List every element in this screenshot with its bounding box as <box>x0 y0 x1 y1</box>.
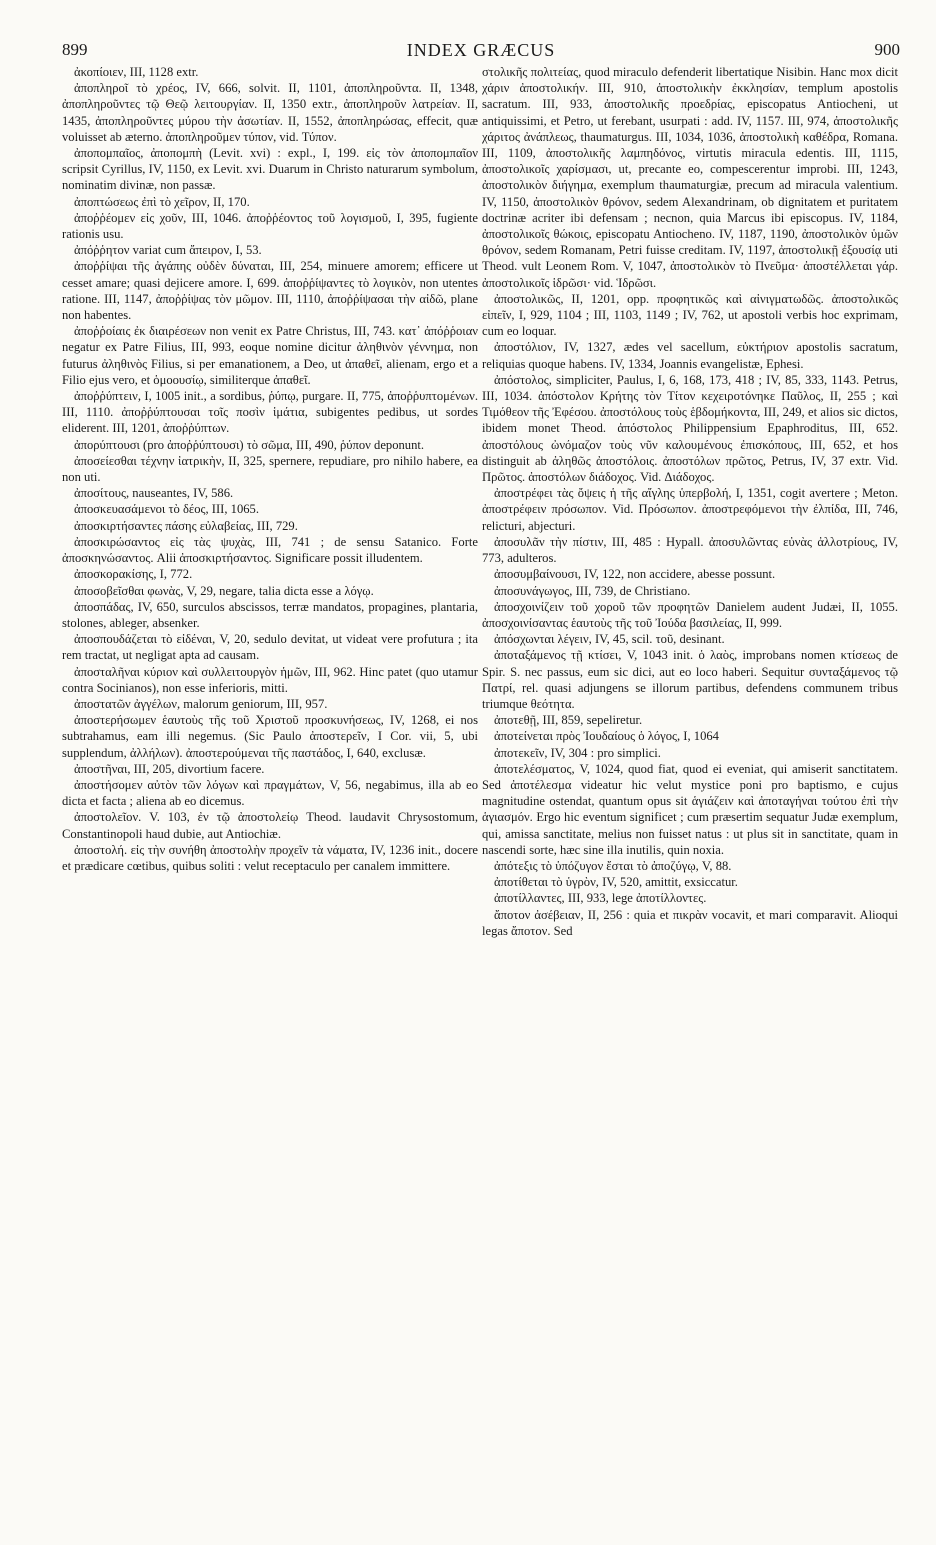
left-column <box>62 64 478 1534</box>
page-header <box>62 40 900 64</box>
index-entry: ἀποῤῥέομεν εἰς χοῦν, III, 1046. ἀποῤῥέοντος τοῦ λογισμοῦ, I, 395, fugiente rationis usu. <box>62 210 478 242</box>
index-entry: ἀποσταλῆναι κύριον καὶ συλλειτουργὸν ἡμῶν, III, 962. Hinc patet (quo utamur contra Socinianos), non esse inferioris, mitti. <box>62 664 478 695</box>
index-entry: ἀποσκιρώσαντος εἰς τὰς ψυχὰς, III, 741 ; de sensu Satanico. Forte ἀποσκηνώσαντος. Alii ἀποσκιρτήσαντος. Significare possit illudentem. <box>62 534 478 566</box>
index-entry: ἀποστρέφει τὰς ὄψεις ἡ τῆς αἴγλης ὑπερβολή, I, 1351, cogit avertere ; Meton. ἀποστρέφειν πρόσωπον. Vid. Πρόσωπον. ἀποστρεφόμενοι τὴν ἐλπίδα, III, 746, relicturi, abjecturi. <box>482 486 898 533</box>
index-entry: ἀποσπουδάζεται τὸ εἰδέναι, V, 20, sedulo devitat, ut videat vere profutura ; ita rem tractat, ut negligat apta ad causam. <box>62 632 478 663</box>
index-entry: ἀποσκευασάμενοι τὸ δέος, III, 1065. <box>74 502 259 517</box>
index-entry: ἀποστόλιον, IV, 1327, ædes vel sacellum, εὐκτήριον apostolis sacratum, reliquias quoque habens. IV, 1334, Joannis evangelistæ, Ephesi. <box>482 340 898 371</box>
index-entry: ἀπόῤῥητον variat cum ἄπειρον, I, 53. <box>74 243 262 258</box>
index-entry: ἀποστολεῖον. V. 103, ἐν τῷ ἀποστολείῳ Theod. laudavit Chrysostomum, Constantinopoli haud dubie, aut Antiochiæ. <box>62 810 478 841</box>
index-entry: ἀποτελέσματος, V, 1024, quod fiat, quod ei eveniat, qui amiserit sanctitatem. Sed ἀποτέλεσμα videatur hic velut mystice poni pro baptismo, e cujus magnitudine ostendat, quantum opus sit ἁγιάζειν καὶ ἀποταγήναι τούτου ἐπὶ τὴν ἁγιασμόν. Ergo hic eventum significet ; cum præsertim sequatur Judæ exemplum, qui, amissa sanctitate, melius non fuisset natus : ut plus sit in sanctitate, quam in nascendi sorte, hæc sine illa inutilis, quin noxia. <box>482 761 898 857</box>
index-entry: ἀποπομπαῖος, ἀποπομπὴ (Levit. xvi) : expl., I, 199. εἰς τὸν ἀποπομπαῖον scripsit Cyrillus, IV, 1150, ex Levit. xvi. Duarum in Christo naturarum symbolum, nominatim divinæ, non passæ. <box>62 146 478 193</box>
index-entry: ἀπόσχωνται λέγειν, IV, 45, scil. τοῦ, desinant. <box>494 632 725 647</box>
index-entry: ἀποσκιρτήσαντες πάσης εὐλαβείας, III, 729. <box>74 518 298 533</box>
index-entry: ἀποστήσομεν αὐτὸν τῶν λόγων καὶ πραγμάτων, V, 56, negabimus, illa ab eo dicta et facta ; aliena ab eo dicemus. <box>62 777 478 809</box>
index-entry: ἀποτεκεῖν, IV, 304 : pro simplici. <box>494 745 661 760</box>
index-entry: ἀποτεθῇ, III, 859, sepeliretur. <box>494 713 643 728</box>
index-entry: ἀπορύπτουσι (pro ἀποῤῥύπτουσι) τὸ σῶμα, III, 490, ῥύπον deponunt. <box>74 437 425 452</box>
index-entry: ἀποσυλᾶν τὴν πίστιν, III, 485 : Hypall. ἀποσυλῶντας εὐνὰς ἀλλοτρίους, IV, 773, adulteros. <box>482 534 898 566</box>
index-entry: ἀποστολή. εἰς τὴν συνήθη ἀποστολὴν προχεῖν τὰ νάματα, IV, 1236 init., docere et prædicare cœtibus, quibus soliti : velut receptaculo per canalem immittere. <box>62 842 478 873</box>
index-entry: ἀποταξάμενος τῇ κτίσει, V, 1043 init. ὁ λαὸς, improbans nomen κτίσεως de Spir. S. nec passus, eum sic dici, aut eo loco haberi. Sequitur συνταξάμενος τῷ Πατρί, rel. quasi adjungens se illorum partibus, defendens communem tribus triumque θεότητα. <box>482 648 898 711</box>
index-entry: ἀποῤῥοίαις ἐκ διαιρέσεων non venit ex Patre Christus, III, 743. κατ᾽ ἀπόῤῥοιαν negatur ex Patre Filius, III, 993, eoque nomine dicitur ἀληθινὸν γέννημα, non futurus ἀληθινὸς Filius, si per emanationem, a Deo, ut ἀπαθεῖ, alienam, ergo et a Filio ejus vero, et ὁμοουσίῳ, similiterque ἀπαθεῖ. <box>62 324 478 387</box>
index-entry: ἀποστατῶν ἀγγέλων, malorum geniorum, III, 957. <box>74 696 328 711</box>
index-entry: ἀποσίτους, nauseantes, IV, 586. <box>74 486 234 501</box>
page-number-right: 900 <box>874 40 900 59</box>
index-entry: ἀποσυνάγωγος, III, 739, de Christiano. <box>494 583 691 598</box>
index-entry: ἀποῤῥύπτειν, I, 1005 init., a sordibus, ῥύπῳ, purgare. II, 775, ἀποῤῥυπτομένων. III, 1110. ἀποῤῥύπτουσαι τοῖς ποσὶν ἱμάτια, subigentes pedibus, ut sordes eliderent. III, 1201, ἀποῤῥύπτων. <box>62 389 478 436</box>
index-entry: ἀκοπίοιεν, III, 1128 extr. <box>74 65 199 79</box>
index-entry: ἀποπτώσεως ἐπὶ τὸ χεῖρον, II, 170. <box>74 194 250 209</box>
index-entry: ἀποστολικῶς, II, 1201, opp. προφητικῶς καὶ αἰνιγματωδῶς. ἀποστολικῶς εἰπεῖν, I, 929, 1104 ; III, 1103, 1149 ; IV, 762, ut apostoli verbis hoc exprimam, cum eo loquar. <box>482 291 898 339</box>
index-entry: ἀποστερήσωμεν ἑαυτοὺς τῆς τοῦ Χριστοῦ προσκυνήσεως, IV, 1268, ei nos subtrahamus, eam illi negemus. (Sic Paulo ἀποστερεῖν, I Cor. vii, 5, ubi supplendum, ἀλλήλων). ἀποστερούμεναι τῆς παστάδος, I, 640, exclusæ. <box>62 713 478 760</box>
index-entry: ἀποσχοινίζειν τοῦ χοροῦ τῶν προφητῶν Danielem audent Judæi, II, 1055. ἀποσχοινίσαντας ἑαυτοὺς τῆς τοῦ Ἰούδα βασιλείας, II, 999. <box>482 599 898 630</box>
index-entry: ἀποσυμβαίνουσι, IV, 122, non accidere, abesse possunt. <box>494 567 776 582</box>
index-entry: ἀποσπάδας, IV, 650, surculos abscissos, terræ mandatos, propagines, plantaria, stolones, ableger, absenker. <box>62 599 478 630</box>
index-entry: ἀποτείνεται πρὸς Ἰουδαίους ὁ λόγος, I, 1064 <box>494 729 719 744</box>
index-entry: ἀποσείεσθαι τέχνην ἰατρικὴν, II, 325, spernere, repudiare, pro nihilo habere, ea non uti. <box>62 453 478 485</box>
page-number-left: 899 <box>62 40 88 59</box>
running-title: INDEX GRÆCUS <box>406 40 556 60</box>
index-entry: ἀποῤῥίψαι τῆς ἀγάπης οὐδὲν δύναται, III, 254, minuere amorem; efficere ut cesset amare; quasi dejicere amore. I, 699. ἀποῤῥίψαντες τὸ λογικὸν, non utentes ratione. III, 1147, ἀποῤῥίψας τὸν μῶμον. III, 1110, ἀποῤῥίψασαι τὴν αἰδῶ, plane non habentes. <box>62 259 478 323</box>
index-entry: ἀποτίλλαντες, III, 933, lege ἀποτίλλοντες. <box>494 891 707 906</box>
index-entry: στολικῆς πολιτείας, quod miraculo defenderit libertatique Nisibin. Hanc mox dicit χάριν ἀποστολικήν. III, 910, ἀποστολικὴν ἐκκλησίαν, templum apostolis sacratum. III, 933, ἀποστολικῆς προεδρίας, episcopatus Antiocheni, ut antiquissimi, et Petro, ut ferebant, usurpati : add. IV, 1157. III, 974, ἀποστολικῆς χάριτος ἀνάπλεως, thaumaturgus. III, 1034, 1036, ἀποστολικὴ καθέδρα, Romana. III, 1109, ἀποστολικῆς λαμπηδόνος, virtutis miracula edentis. III, 1115, ἀποστολικοῖς χαρίσμασι, ut, precante eo, compescerentur improbi. III, 1243, ἀποστολικὸν διήγημα, exemplum thaumaturgiæ, precum ad miracula valentium. IV, 1150, ἀποστολικὸν θρόνον, sedem Alexandrinam, ob dignitatem et puritatem doctrinæ acriter ibi defensam ; necnon, quia Marcus ibi episcopus. IV, 1184, ἀποστολικοῖς θώκοις, episcopatu Antiocheno. IV, 1187, 1190, ἀποστολικὸν ὑμῶν θρόνον, sedem Romanam, Petri fuisse creditam. IV, 1197, ἀποστολικῇ ἐξουσίᾳ uti Theod. vult Leonem Rom. V, 1047, ἀποστολικὸν τὸ Πνεῦμα· ἀποστέλλεται γάρ. ἀποστολικοῖς ἱδρῶσι· vid. Ἱδρῶσι. <box>482 65 898 290</box>
right-column <box>482 64 898 1534</box>
index-entry: ἀποσοβεῖσθαι φωνὰς, V, 29, negare, talia dicta esse a λόγῳ. <box>74 583 374 598</box>
index-entry: ἀποστῆναι, III, 205, divortium facere. <box>74 761 265 776</box>
index-entry: ἀπότεξις τὸ ὑπόζυγον ἔσται τὸ ἀποζύγῳ, V, 88. <box>494 858 732 873</box>
index-entry: ἀποτίθεται τὸ ὑγρὸν, IV, 520, amittit, exsiccatur. <box>494 875 738 890</box>
index-entry: ἄποτον ἀσέβειαν, II, 256 : quia et πικρὰν vocavit, et mari comparavit. Alioqui legas ἄποτον. Sed <box>482 907 898 938</box>
index-entry: ἀποπληροῖ τὸ χρέος, IV, 666, solvit. II, 1101, ἀποπληροῦντα. II, 1348, ἀποπληροῦντες τῷ Θεῷ λειτουργίαν. II, 1350 extr., ἀποπληροῦν λατρείαν. II, 1435, ἀποπληροῦντες μύρου τὴν ἀσωτίαν. II, 1552, ἀποπληρώσας, effecit, quæ voluisset ab æterno. ἀποπληροῦμεν τύπον, vid. Τύπον. <box>62 81 478 144</box>
index-entry: ἀποσκορακίσης, I, 772. <box>74 567 193 582</box>
index-entry: ἀπόστολος, simpliciter, Paulus, I, 6, 168, 173, 418 ; IV, 85, 333, 1143. Petrus, III, 1034. ἀπόστολον Κρήτης τὸν Τίτον κεχειροτόνηκε Παῦλος, II, 255 ; καὶ Τιμόθεον τῆς Ἐφέσου. ἀποστόλους τοὺς ἑβδομήκοντα, III, 249, et alios sic dictos, ibidem monet Theod. ἀπόστολος Philippensium Epaphroditus, III, 652. ἀποστόλους ὠνόμαζον τοὺς νῦν καλουμένους ἐπισκόπους, III, 652, et hos distinguit ab ἀληθῶς ἀποστόλοις. ἀποστόλων πρῶτος, Petrus, IV, 37 extr. Vid. Πρῶτος. ἀποστόλων διάδοχος. Vid. Διάδοχος. <box>482 372 898 485</box>
